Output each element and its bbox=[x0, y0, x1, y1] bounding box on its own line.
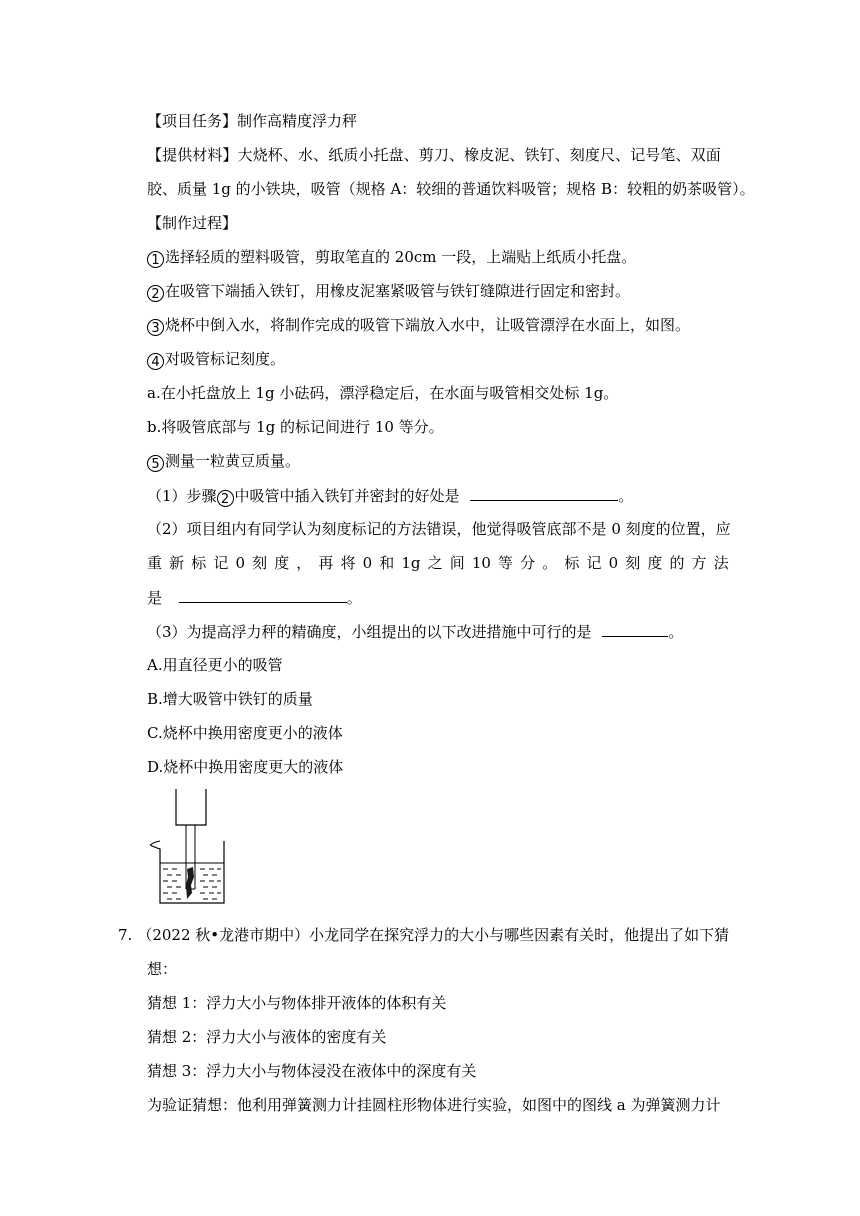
q2-end: 。 bbox=[346, 589, 362, 607]
step-5 bbox=[147, 451, 300, 471]
answer-blank-2[interactable] bbox=[179, 587, 347, 603]
sub-step-b: b.将吸管底部与 1g 的标记间进行 10 等分。 bbox=[147, 418, 444, 436]
step-4 bbox=[147, 349, 285, 369]
option-c: C.烧杯中换用密度更小的液体 bbox=[147, 724, 343, 742]
q2-char: 。 bbox=[542, 554, 558, 572]
problem-7-text: （2022 秋•龙港市期中）小龙同学在探究浮力的大小与哪些因素有关时，他提出了如下猜 bbox=[137, 926, 730, 944]
q2-char: 刻 bbox=[252, 554, 268, 572]
sub-step-a: a.在小托盘放上 1g 小砝码，漂浮稳定后，在水面与吸管相交处标 1g。 bbox=[147, 384, 619, 402]
option-b: B.增大吸管中铁钉的质量 bbox=[147, 690, 313, 708]
step-3 bbox=[147, 315, 690, 335]
option-a: A.用直径更小的吸管 bbox=[147, 656, 283, 674]
materials-line-1: 【提供材料】大烧杯、水、纸质小托盘、剪刀、橡皮泥、铁钉、刻度尺、记号笔、双面 bbox=[147, 146, 721, 164]
step-1 bbox=[147, 247, 636, 267]
q2-char: 等 bbox=[498, 554, 514, 572]
question-3 bbox=[147, 621, 683, 641]
q2-char: 标 bbox=[564, 554, 580, 572]
q2-prefix: 是 bbox=[147, 589, 163, 607]
q2-char: 0 bbox=[235, 554, 245, 572]
q2-char: 度 bbox=[274, 554, 290, 572]
step-text: 选择轻质的塑料吸管，剪取笔直的 20cm 一段，上端贴上纸质小托盘。 bbox=[165, 248, 637, 266]
q2-char: 标 bbox=[191, 554, 207, 572]
step-text: 在吸管下端插入铁钉，用橡皮泥塞紧吸管与铁钉缝隙进行固定和密封。 bbox=[165, 282, 631, 300]
option-d: D.烧杯中换用密度更大的液体 bbox=[147, 758, 344, 776]
q2-char: 10 bbox=[471, 554, 491, 572]
q2-char: 度 bbox=[647, 554, 663, 572]
q1-text: 中吸管中插入铁钉并密封的好处是 bbox=[234, 487, 460, 505]
step-number-circle: 1 bbox=[147, 251, 164, 268]
problem-number: 7. bbox=[118, 926, 133, 944]
q2-char: 重 bbox=[147, 554, 163, 572]
problem-7-line-2: 想： bbox=[147, 960, 178, 978]
process-title: 【制作过程】 bbox=[147, 214, 238, 232]
q2-char: 新 bbox=[169, 554, 185, 572]
question-2-line-2 bbox=[147, 553, 729, 573]
q2-char: 0 bbox=[608, 554, 619, 572]
q2-char: ， bbox=[296, 554, 312, 572]
q2-char: 0 bbox=[362, 554, 373, 572]
guess-3: 猜想 3：浮力大小与物体浸没在液体中的深度有关 bbox=[147, 1062, 477, 1080]
guess-1: 猜想 1：浮力大小与物体排开液体的体积有关 bbox=[147, 994, 447, 1012]
answer-blank-1[interactable] bbox=[470, 485, 618, 501]
q2-char: 将 bbox=[340, 554, 356, 572]
q2-char: 法 bbox=[713, 554, 729, 572]
step-text: 测量一粒黄豆质量。 bbox=[165, 452, 301, 470]
q2-char: 分 bbox=[520, 554, 536, 572]
question-2-line-3 bbox=[147, 587, 362, 607]
q3-text: （3）为提高浮力秤的精确度，小组提出的以下改进措施中可行的是 bbox=[147, 623, 592, 641]
q2-char: 刻 bbox=[625, 554, 641, 572]
q2-char: 再 bbox=[318, 554, 334, 572]
q2-char: 之 bbox=[427, 554, 443, 572]
q2-char: 1g bbox=[401, 554, 421, 572]
step-number-circle: 2 bbox=[147, 285, 164, 302]
q2-char: 记 bbox=[586, 554, 602, 572]
step-2 bbox=[147, 281, 630, 301]
q2-char: 的 bbox=[669, 554, 685, 572]
step-number-circle: 2 bbox=[217, 490, 234, 507]
q2-char: 和 bbox=[379, 554, 395, 572]
answer-blank-3[interactable] bbox=[602, 621, 668, 637]
project-task-title: 【项目任务】制作高精度浮力秤 bbox=[147, 112, 358, 130]
problem-7-last-line: 为验证猜想：他利用弹簧测力计挂圆柱形物体进行实验，如图中的图线 a 为弹簧测力计 bbox=[147, 1096, 721, 1114]
q2-char: 间 bbox=[449, 554, 465, 572]
step-text: 对吸管标记刻度。 bbox=[165, 350, 286, 368]
q1-end: 。 bbox=[618, 487, 634, 505]
step-number-circle: 4 bbox=[147, 353, 164, 370]
q2-char: 记 bbox=[213, 554, 229, 572]
step-number-circle: 3 bbox=[147, 319, 164, 336]
beaker-straw-figure bbox=[148, 789, 226, 907]
materials-line-2: 胶、质量 1g 的小铁块，吸管（规格 A：较细的普通饮料吸管；规格 B：较粗的奶茶吸管）。 bbox=[147, 180, 755, 198]
problem-7-line-1 bbox=[118, 925, 729, 945]
question-2-line-1: （2）项目组内有同学认为刻度标记的方法错误，他觉得吸管底部不是 0 刻度的位置，应 bbox=[147, 520, 731, 538]
q1-prefix: （1）步骤 bbox=[147, 487, 217, 505]
step-text: 烧杯中倒入水，将制作完成的吸管下端放入水中，让吸管漂浮在水面上，如图。 bbox=[165, 316, 691, 334]
q2-char: 方 bbox=[691, 554, 707, 572]
question-1 bbox=[147, 485, 633, 505]
q3-end: 。 bbox=[668, 623, 684, 641]
step-number-circle: 5 bbox=[147, 455, 164, 472]
guess-2: 猜想 2：浮力大小与液体的密度有关 bbox=[147, 1028, 387, 1046]
